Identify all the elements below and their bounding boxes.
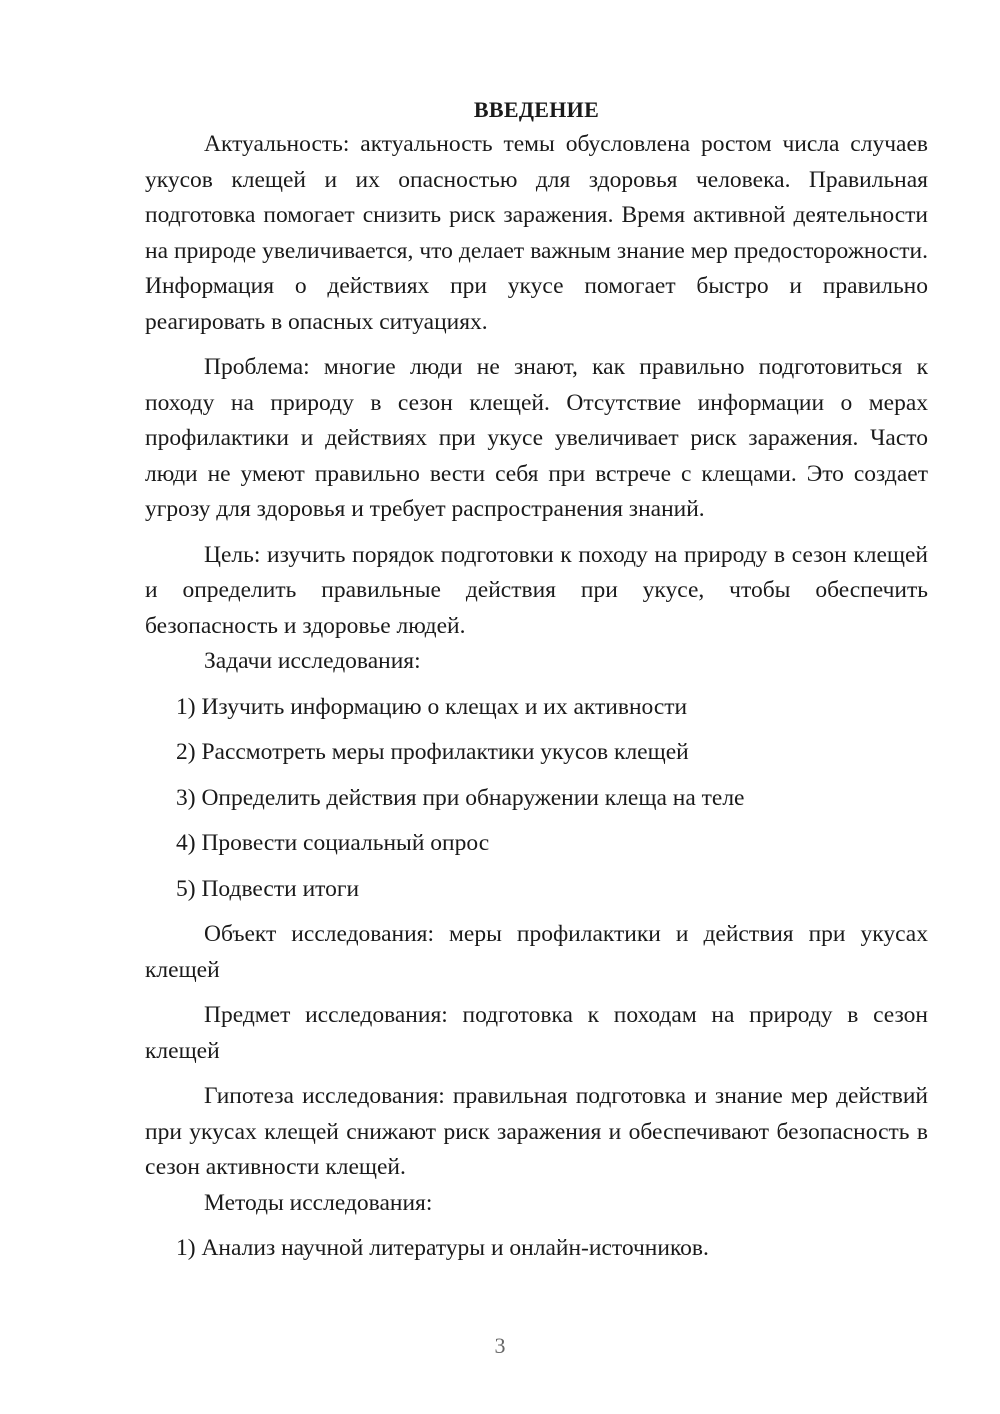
tasks-title: Задачи исследования: xyxy=(204,648,421,674)
methods-list xyxy=(145,1231,928,1267)
hypothesis-paragraph: Гипотеза исследования: правильная подготовка и знание мер действий при укусах клещей снижают риск заражения и обеспечивают безопасность в сезон активности клещей. xyxy=(145,1083,928,1180)
page-content xyxy=(145,92,928,1267)
tasks-list xyxy=(145,690,928,908)
list-item: 5) Подвести итоги xyxy=(176,875,360,902)
subject-paragraph: Предмет исследования: подготовка к походам на природу в сезон клещей xyxy=(145,1002,928,1064)
section-heading: ВВЕДЕНИЕ xyxy=(473,97,600,122)
relevance-paragraph: Актуальность: актуальность темы обусловлена ростом числа случаев укусов клещей и их опасностью для здоровья человека. Правильная подготовка помогает снизить риск заражения. Время активной деятельности на природе увеличивается, что делает важным знание мер предосторожности. Информация о действиях при укусе помогает быстро и правильно реагировать в опасных ситуациях. xyxy=(145,131,928,335)
object-paragraph: Объект исследования: меры профилактики и действия при укусах клещей xyxy=(145,921,928,983)
list-item: 1) Анализ научной литературы и онлайн-источников. xyxy=(176,1235,709,1261)
list-item: 4) Провести социальный опрос xyxy=(176,830,490,856)
methods-title: Методы исследования: xyxy=(204,1189,433,1216)
problem-paragraph: Проблема: многие люди не знают, как правильно подготовиться к походу на природу в сезон клещей. Отсутствие информации о мерах профилактики и действиях при укусе увеличивает риск заражения. Часто люди не умеют правильно вести себя при встрече с клещами. Это создает угрозу для здоровья и требует распространения знаний. xyxy=(145,354,928,522)
page-number: 3 xyxy=(494,1333,506,1358)
goal-paragraph: Цель: изучить порядок подготовки к походу на природу в сезон клещей и определить правильные действия при укусе, чтобы обеспечить безопасность и здоровье людей. xyxy=(145,541,928,639)
list-item: 3) Определить действия при обнаружении клеща на теле xyxy=(176,784,745,811)
list-item: 2) Рассмотреть меры профилактики укусов клещей xyxy=(176,739,689,765)
list-item: 1) Изучить информацию о клещах и их активности xyxy=(176,693,688,720)
